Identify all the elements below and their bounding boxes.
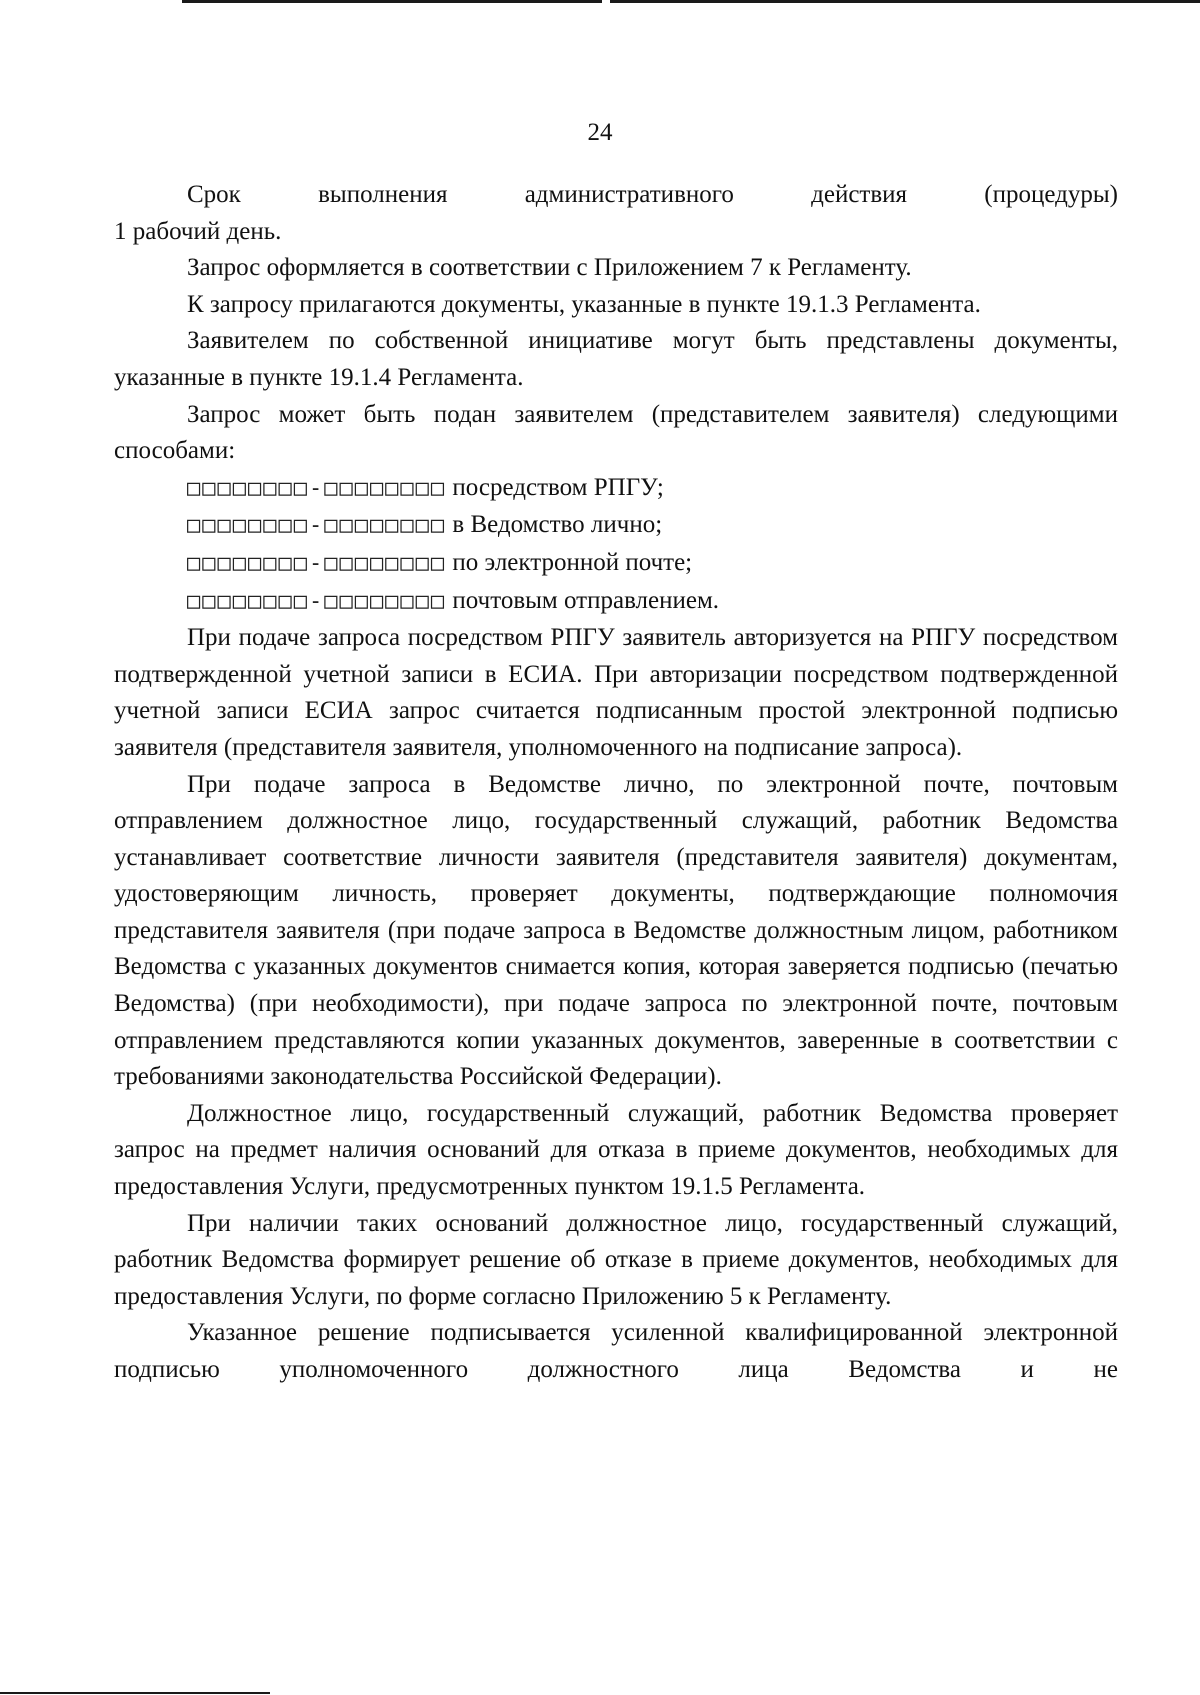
list-marker: □□□□□□□□-□□□□□□□□	[187, 513, 447, 539]
paragraph-rpgu-authorization: При подаче запроса посредством РПГУ заявитель авторизуется на РПГУ посредством подтвержденной учетной записи в ЕСИА. При авторизации посредством подтвержденной учетной записи ЕСИА запрос считается подписанным простой электронной подписью заявителя (представителя заявителя, уполномоченного на подписание запроса).	[114, 624, 1118, 761]
paragraph-attached-documents: К запросу прилагаются документы, указанные в пункте 19.1.3 Регламента.	[187, 290, 981, 318]
list-item-method	[114, 507, 1118, 545]
list-marker: □□□□□□□□-□□□□□□□□	[187, 475, 447, 501]
document-body	[114, 177, 1118, 1389]
paragraph-deadline	[114, 177, 1118, 250]
paragraph-submission-methods: Запрос может быть подан заявителем (представителем заявителя) следующими способами:	[114, 400, 1118, 465]
list-item-method	[114, 583, 1118, 621]
paragraph-decision-signature: Указанное решение подписывается усиленной квалифицированной электронной подписью уполномоченного должностного лица Ведомства и не	[114, 1319, 1118, 1383]
paragraph-initiative-documents: Заявителем по собственной инициативе могут быть представлены документы, указанные в пункте 19.1.4 Регламента.	[114, 327, 1118, 391]
scan-edge-line	[0, 1692, 270, 1694]
scan-edge-line	[182, 0, 602, 3]
list-item-method	[114, 545, 1118, 583]
scan-edge-line	[610, 0, 1200, 3]
list-item-method	[114, 470, 1118, 508]
page-number: 24	[587, 119, 613, 146]
paragraph-line: 1 рабочий день.	[114, 217, 282, 245]
paragraph-identity-check: При подаче запроса в Ведомстве лично, по электронной почте, почтовым отправлением должностное лицо, государственный служащий, работник Ведомства устанавливает соответствие личности заявителя (представителя заявителя) документам, удостоверяющим личность, проверяет документы, подтверждающие полномочия представителя заявителя (при подаче запроса в Ведомстве должностным лицом, работником Ведомства с указанных документов снимается копия, которая заверяется подписью (печатью Ведомства) (при необходимости), при подаче запроса по электронной почте, почтовым отправлением представляются копии указанных документов, заверенные в соответствии с требованиями законодательства Российской Федерации).	[114, 770, 1118, 1091]
paragraph-line: Срок выполнения административного действия (процедуры)	[187, 181, 1118, 208]
paragraph-request-form: Запрос оформляется в соответствии с Приложением 7 к Регламенту.	[187, 254, 912, 282]
paragraph-grounds-check: Должностное лицо, государственный служащий, работник Ведомства проверяет запрос на предмет наличия оснований для отказа в приеме документов, необходимых для предоставления Услуги, предусмотренных пунктом 19.1.5 Регламента.	[114, 1099, 1118, 1201]
list-item-text: в Ведомство лично;	[452, 511, 663, 539]
list-item-text: по электронной почте;	[452, 548, 693, 576]
list-marker: □□□□□□□□-□□□□□□□□	[187, 588, 447, 614]
list-item-text: посредством РПГУ;	[452, 473, 664, 501]
list-marker: □□□□□□□□-□□□□□□□□	[187, 550, 447, 576]
list-item-text: почтовым отправлением.	[452, 586, 720, 614]
paragraph-refusal-decision: При наличии таких оснований должностное лицо, государственный служащий, работник Ведомства формирует решение об отказе в приеме документов, необходимых для предоставления Услуги, по форме согласно Приложению 5 к Регламенту.	[114, 1209, 1118, 1310]
